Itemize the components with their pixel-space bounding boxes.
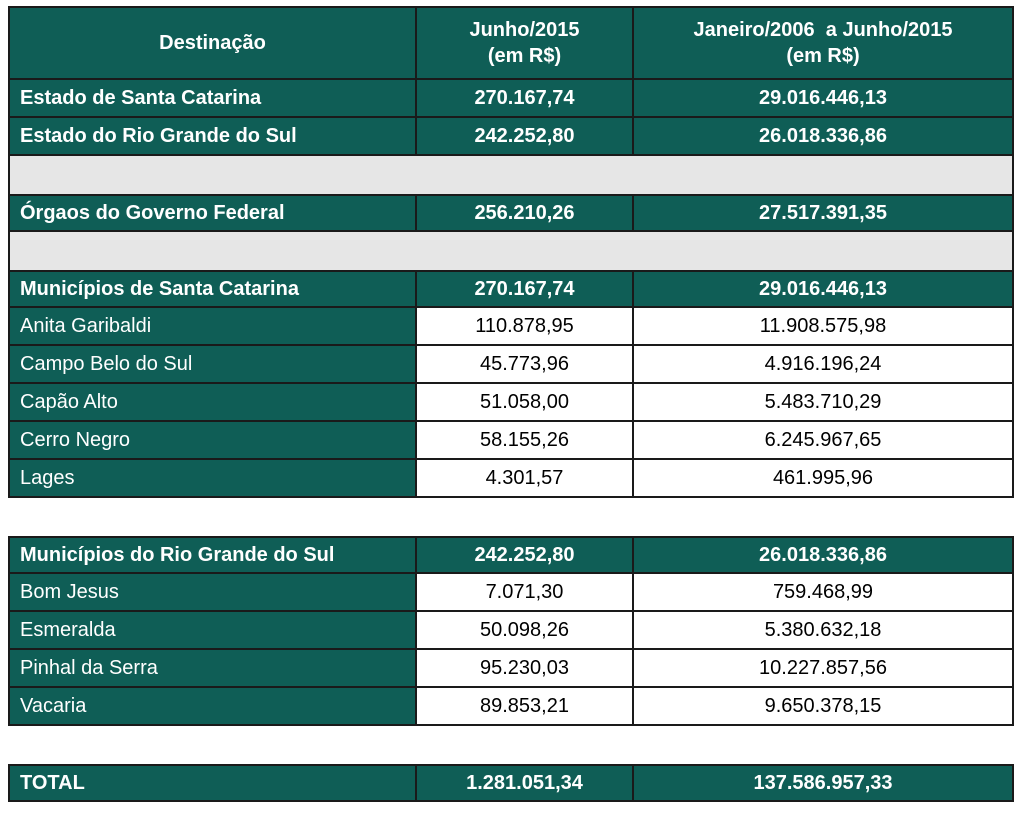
row-total: 137.586.957,33 [753, 771, 893, 794]
row-total: 5.483.710,29 [634, 384, 1012, 420]
royalties-table [8, 6, 1014, 802]
table-row-estado-rs [8, 118, 1014, 156]
row-label: Municípios do Rio Grande do Sul [10, 538, 417, 572]
row-junho: 270.167,74 [417, 272, 634, 306]
row-label: Estado de Santa Catarina [10, 80, 417, 116]
row-label: TOTAL [10, 766, 417, 800]
row-junho: 7.071,30 [417, 574, 634, 610]
header-destinacao: Destinação [10, 8, 417, 78]
row-total: 26.018.336,86 [759, 543, 887, 566]
row-label: Órgaos do Governo Federal [10, 196, 417, 230]
row-junho: 50.098,26 [417, 612, 634, 648]
row-label: Municípios de Santa Catarina [10, 272, 417, 306]
table-row-municipio [8, 574, 1014, 612]
row-total: 4.916.196,24 [634, 346, 1012, 382]
header-junho-2015: Junho/2015 (em R$) [417, 8, 634, 78]
table-row-municipios-rs [8, 536, 1014, 574]
table-row-municipio [8, 612, 1014, 650]
table-row-estado-sc [8, 80, 1014, 118]
row-total: 9.650.378,15 [634, 688, 1012, 724]
row-label: Cerro Negro [10, 422, 417, 458]
row-total: 11.908.575,98 [634, 308, 1012, 344]
row-total: 10.227.857,56 [634, 650, 1012, 686]
row-label: Pinhal da Serra [10, 650, 417, 686]
row-junho: 242.252,80 [417, 118, 634, 154]
row-junho: 95.230,03 [417, 650, 634, 686]
row-total: 29.016.446,13 [759, 277, 887, 300]
row-junho: 242.252,80 [417, 538, 634, 572]
spacer-row [8, 726, 1014, 764]
spacer-row [8, 498, 1014, 536]
header-acumulado: Janeiro/2006 a Junho/2015 (em R$) [693, 19, 953, 67]
row-label: Vacaria [10, 688, 417, 724]
row-total: 5.380.632,18 [634, 612, 1012, 648]
row-total: 461.995,96 [634, 460, 1012, 496]
row-total: 27.517.391,35 [759, 201, 887, 224]
row-total: 6.245.967,65 [634, 422, 1012, 458]
table-row-municipio [8, 308, 1014, 346]
row-label: Lages [10, 460, 417, 496]
row-label: Bom Jesus [10, 574, 417, 610]
table-header [8, 6, 1014, 80]
table-row-municipio [8, 460, 1014, 498]
table-row-municipio [8, 422, 1014, 460]
row-label: Capão Alto [10, 384, 417, 420]
row-total: 29.016.446,13 [759, 86, 887, 109]
row-label: Campo Belo do Sul [10, 346, 417, 382]
row-junho: 45.773,96 [417, 346, 634, 382]
spacer-row [8, 156, 1014, 194]
row-label: Anita Garibaldi [10, 308, 417, 344]
table-row-total [8, 764, 1014, 802]
row-junho: 110.878,95 [417, 308, 634, 344]
row-total: 759.468,99 [634, 574, 1012, 610]
table-row-municipio [8, 688, 1014, 726]
table-row-federal [8, 194, 1014, 232]
row-junho: 270.167,74 [417, 80, 634, 116]
row-junho: 89.853,21 [417, 688, 634, 724]
table-row-municipios-sc [8, 270, 1014, 308]
row-label: Esmeralda [10, 612, 417, 648]
row-label: Estado do Rio Grande do Sul [10, 118, 417, 154]
row-total: 26.018.336,86 [759, 124, 887, 147]
row-junho: 256.210,26 [417, 196, 634, 230]
spacer-row [8, 232, 1014, 270]
table-row-municipio [8, 346, 1014, 384]
row-junho: 4.301,57 [417, 460, 634, 496]
row-junho: 51.058,00 [417, 384, 634, 420]
table-row-municipio [8, 384, 1014, 422]
table-row-municipio [8, 650, 1014, 688]
row-junho: 1.281.051,34 [417, 766, 634, 800]
row-junho: 58.155,26 [417, 422, 634, 458]
